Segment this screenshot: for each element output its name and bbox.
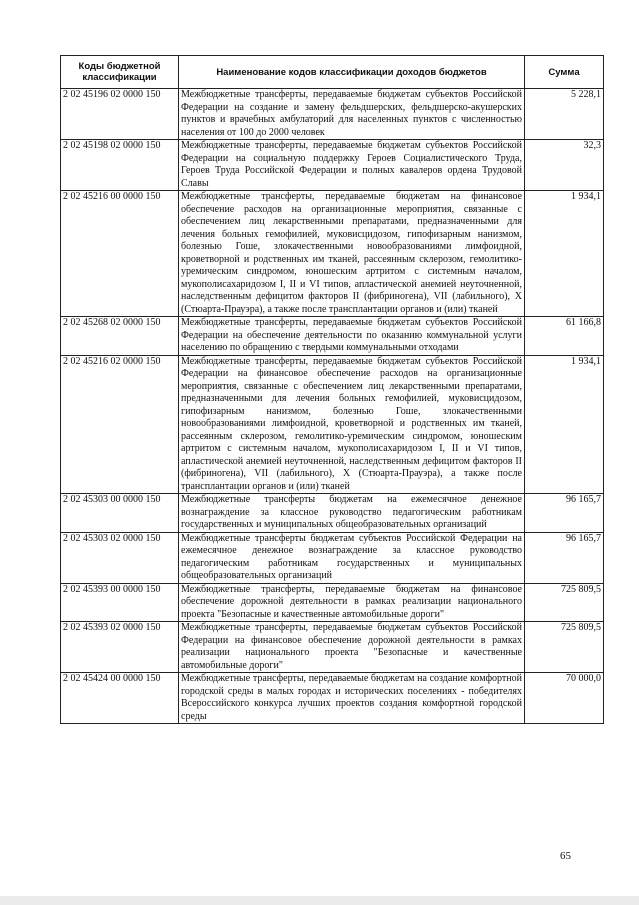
- row-code: 2 02 45393 00 0000 150: [61, 583, 179, 622]
- header-name: Наименование кодов классификации доходов бюджетов: [179, 56, 525, 89]
- row-code: 2 02 45216 02 0000 150: [61, 355, 179, 494]
- row-sum: 5 228,1: [525, 89, 604, 140]
- table-row: [61, 583, 604, 622]
- table-row: [61, 494, 604, 533]
- table-row: [61, 191, 604, 317]
- row-code: 2 02 45393 02 0000 150: [61, 622, 179, 673]
- row-sum: 70 000,0: [525, 673, 604, 724]
- row-sum: 61 166,8: [525, 317, 604, 356]
- row-code: 2 02 45216 00 0000 150: [61, 191, 179, 317]
- table-row: [61, 622, 604, 673]
- row-sum: 725 809,5: [525, 622, 604, 673]
- row-sum: 1 934,1: [525, 355, 604, 494]
- table-row: [61, 673, 604, 724]
- table-row: [61, 355, 604, 494]
- row-name: Межбюджетные трансферты, передаваемые бюджетам субъектов Российской Федерации на обеспечение деятельности по оказанию коммунальной услуги населению по обращению с твердыми коммунальными отходами: [179, 317, 525, 356]
- table-row: [61, 89, 604, 140]
- row-sum: 96 165,7: [525, 494, 604, 533]
- row-code: 2 02 45268 02 0000 150: [61, 317, 179, 356]
- header-sum: Сумма: [525, 56, 604, 89]
- row-sum: 725 809,5: [525, 583, 604, 622]
- header-code: Коды бюджетной классификации: [61, 56, 179, 89]
- page-number: 65: [560, 850, 571, 862]
- row-sum: 96 165,7: [525, 532, 604, 583]
- budget-classification-table: [60, 55, 604, 724]
- row-name: Межбюджетные трансферты бюджетам субъектов Российской Федерации на ежемесячное денежное вознаграждение за классное руководство педагогическим работникам государственных и муниципальных общеобразовательных организаций: [179, 532, 525, 583]
- row-name: Межбюджетные трансферты, передаваемые бюджетам субъектов Российской Федерации на финансовое обеспечение расходов на организационные мероприятия, связанные с обеспечением лиц лекарственными препаратами, предназначенными для лечения больных гемофилией, муковисцидозом, гипофизарным нанизмом, болезнью Гоше, злокачественными новообразованиями лимфоидной, кроветворной и родственных им тканей, рассеянным склерозом, гемолитико-уремическим синдромом, юношеским артритом с системным началом, мукополисахаридозом I, II и VI типов, апластической анемией неуточненной, наследственным дефицитом факторов II (фибриногена), VII (лабильного), X (Стюарта-Прауэра), а также после трансплантации органов и (или) тканей: [179, 355, 525, 494]
- row-name: Межбюджетные трансферты, передаваемые бюджетам на финансовое обеспечение дорожной деятельности в рамках реализации национального проекта "Безопасные и качественные автомобильные дороги": [179, 583, 525, 622]
- row-name: Межбюджетные трансферты, передаваемые бюджетам на создание комфортной городской среды в малых городах и исторических поселениях - победителях Всероссийского конкурса лучших проектов создания комфортной городской среды: [179, 673, 525, 724]
- row-name: Межбюджетные трансферты бюджетам на ежемесячное денежное вознаграждение за классное руководство педагогическим работникам государственных и муниципальных общеобразовательных организаций: [179, 494, 525, 533]
- row-sum: 1 934,1: [525, 191, 604, 317]
- row-name: Межбюджетные трансферты, передаваемые бюджетам субъектов Российской Федерации на финансовое обеспечение дорожной деятельности в рамках реализации национального проекта "Безопасные и качественные автомобильные дороги": [179, 622, 525, 673]
- row-name: Межбюджетные трансферты, передаваемые бюджетам на финансовое обеспечение расходов на организационные мероприятия, связанные с обеспечением лиц лекарственными препаратами, предназначенными для лечения больных гемофилией, муковисцидозом, гипофизарным нанизмом, болезнью Гоше, злокачественными новообразованиями лимфоидной, кроветворной и родственных им тканей, рассеянным склерозом, гемолитико-уремическим синдромом, юношеским артритом с системным началом, мукополисахаридозом I, II и VI типов, апластической анемией неуточненной, наследственным дефицитом факторов II (фибриногена), VII (лабильного), X (Стюарта-Прауэра), а также после трансплантации органов и (или) тканей: [179, 191, 525, 317]
- scan-bottom-edge: [0, 896, 639, 905]
- row-code: 2 02 45198 02 0000 150: [61, 140, 179, 191]
- table-row: [61, 317, 604, 356]
- row-name: Межбюджетные трансферты, передаваемые бюджетам субъектов Российской Федерации на социальную поддержку Героев Социалистического Труда, Героев Труда Российской Федерации и полных кавалеров ордена Трудовой Славы: [179, 140, 525, 191]
- row-code: 2 02 45424 00 0000 150: [61, 673, 179, 724]
- table-row: [61, 140, 604, 191]
- table-header-row: [61, 56, 604, 89]
- row-code: 2 02 45303 02 0000 150: [61, 532, 179, 583]
- row-sum: 32,3: [525, 140, 604, 191]
- row-code: 2 02 45303 00 0000 150: [61, 494, 179, 533]
- table-row: [61, 532, 604, 583]
- row-code: 2 02 45196 02 0000 150: [61, 89, 179, 140]
- row-name: Межбюджетные трансферты, передаваемые бюджетам субъектов Российской Федерации на создание и замену фельдшерских, фельдшерско-акушерских пунктов и врачебных амбулаторий для населенных пунктов с численностью населения от 100 до 2000 человек: [179, 89, 525, 140]
